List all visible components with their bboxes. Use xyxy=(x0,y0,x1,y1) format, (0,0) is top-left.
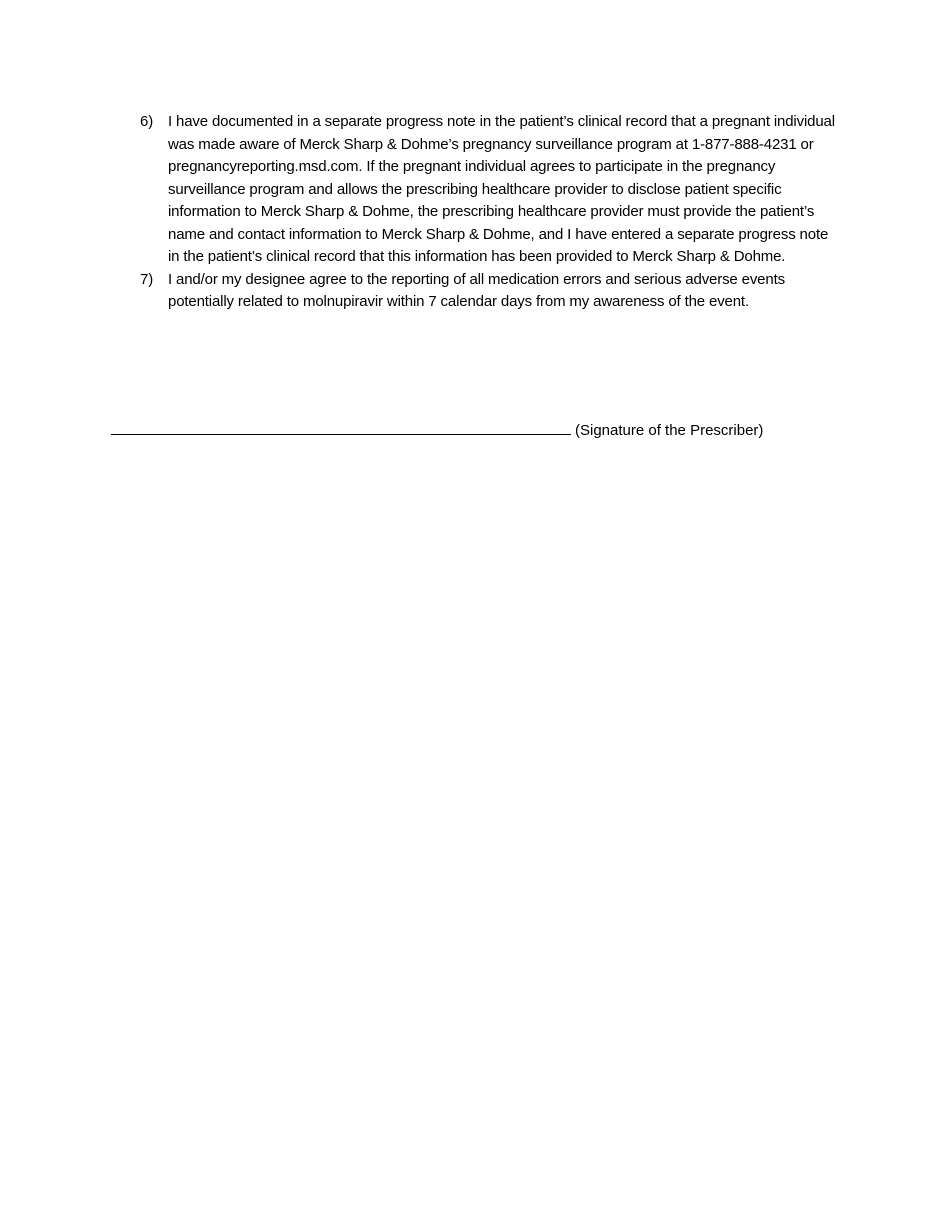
list-item-text: I and/or my designee agree to the reporting of all medication errors and serious adverse events potentially related to molnupiravir within 7 calendar days from my awareness of the event. xyxy=(168,270,785,310)
signature-block xyxy=(111,418,763,442)
list-item-number: 7) xyxy=(140,270,154,288)
list-item-6 xyxy=(140,111,840,269)
signature-line[interactable] xyxy=(111,418,571,435)
attestation-list xyxy=(140,111,840,314)
list-item-text: I have documented in a separate progress note in the patient’s clinical record that a pregnant individual was made aware of Merck Sharp & Dohme’s pregnancy surveillance program at 1-877-888-4231 or pregnancyreporting.msd.com. If the pregnant individual agrees to participate in the pregnancy surveillance program and allows the prescribing healthcare provider to disclose patient specific information to Merck Sharp & Dohme, the prescribing healthcare provider must provide the patient’s name and contact information to Merck Sharp & Dohme, and I have entered a separate progress note in the patient’s clinical record that this information has been provided to Merck Sharp & Dohme. xyxy=(168,113,835,265)
signature-label: (Signature of the Prescriber) xyxy=(575,422,764,439)
list-item-7 xyxy=(140,269,840,314)
list-item-number: 6) xyxy=(140,113,154,130)
